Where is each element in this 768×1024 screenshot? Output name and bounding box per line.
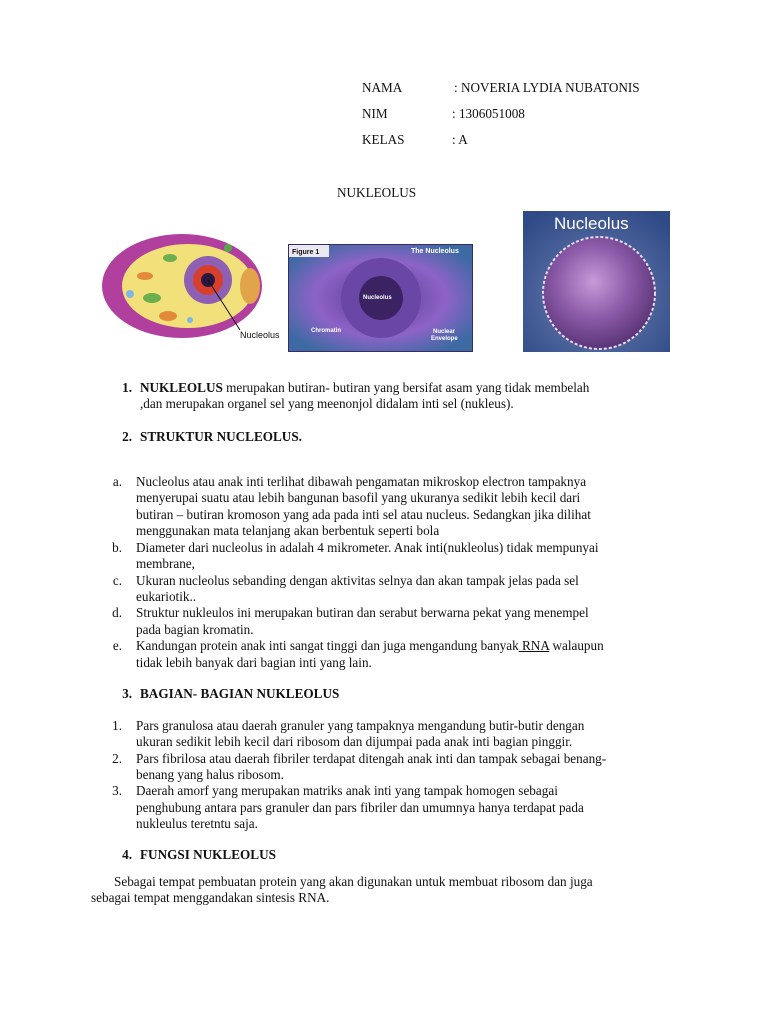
item-2-line-1: Pars fibrilosa atau daerah fibriler terdapat ditengah anak inti dan tampak sebagai benang-	[136, 751, 607, 766]
vesicle-shape	[187, 317, 193, 323]
nama-label: NAMA	[362, 80, 403, 95]
nama-value: : NOVERIA LYDIA NUBATONIS	[454, 80, 640, 95]
item-1-line-1: Pars granulosa atau daerah granuler yang tampaknya mengandung butir-butir dengan	[136, 718, 585, 733]
item-3-line-1: Daerah amorf yang merupakan matriks anak inti yang tampak homogen sebagai	[136, 783, 558, 798]
item-1-line-2: ukuran sedikit lebih kecil dari ribosom dan dijumpai pada anak inti bagian pinggir.	[136, 734, 573, 749]
page-title: NUKLEOLUS	[337, 185, 417, 200]
chromatin-label: Chromatin	[311, 328, 341, 334]
item-e-line-1	[136, 638, 604, 654]
item-b-line-1: Diameter dari nucleolus in adalah 4 mikrometer. Anak inti(nukleolus) tidak mempunyai	[136, 540, 599, 555]
item-a-line-1: Nucleolus atau anak inti terlihat dibawah pengamatan mikroskop electron tampaknya	[136, 474, 587, 489]
cell-diagram-figure	[100, 228, 290, 350]
section-1-bold-term: NUKLEOLUS	[140, 380, 223, 395]
nim-label: NIM	[362, 106, 388, 121]
section-3-number: 3.	[122, 686, 132, 701]
envelope-label-2: Envelope	[431, 336, 458, 342]
figure-title-label: The Nucleolus	[411, 248, 459, 255]
section-1-line-1	[140, 380, 589, 396]
kelas-value: : A	[452, 132, 468, 147]
item-d-line-1: Struktur nukleulos ini merupakan butiran dan serabut berwarna pekat yang menempel	[136, 605, 589, 620]
nim-value: : 1306051008	[452, 106, 525, 121]
section-1-line-1-text: merupakan butiran- butiran yang bersifat asam yang tidak membelah	[222, 380, 590, 395]
nucleolus-micrograph-figure	[288, 244, 473, 352]
section-3-heading: BAGIAN- BAGIAN NUKLEOLUS	[140, 686, 340, 701]
list-marker-c: c.	[112, 573, 122, 588]
item-d-line-2: pada bagian kromatin.	[136, 622, 254, 637]
item-2-line-2: benang yang halus ribosom.	[136, 767, 284, 782]
section-1-number: 1.	[122, 380, 132, 395]
nucleolus-center-label: Nucleolus	[363, 295, 392, 301]
mitochondria-shape	[163, 254, 177, 262]
mitochondria-shape	[137, 272, 153, 280]
list-marker-b: b.	[112, 540, 122, 555]
item-e-line-2: tidak lebih banyak dari bagian inti yang lain.	[136, 655, 372, 670]
list-marker-a: a.	[112, 474, 122, 489]
section-4-paragraph-line-2: sebagai tempat menggandakan sintesis RNA.	[91, 890, 330, 905]
envelope-label-1: Nuclear	[433, 329, 456, 335]
figure-number-label: Figure 1	[292, 249, 320, 256]
item-c-line-1: Ukuran nucleolus sebanding dengan aktivitas selnya dan akan tampak jelas pada sel	[136, 573, 579, 588]
nucleolus-3d-figure	[523, 211, 670, 352]
list-marker-e: e.	[112, 638, 122, 653]
nucleolus-3d-illustration	[523, 211, 670, 352]
animal-cell-illustration	[100, 228, 290, 350]
golgi-shape	[240, 268, 260, 304]
kelas-label: KELAS	[362, 132, 405, 147]
item-3-line-3: nukleulus teretntu saja.	[136, 816, 258, 831]
item-e-text-a: Kandungan protein anak inti sangat tinggi dan juga mengandung banyak	[136, 638, 519, 653]
nucleolus-micrograph-illustration	[289, 245, 472, 351]
list-marker-1: 1.	[112, 718, 122, 733]
section-4-heading: FUNGSI NUKLEOLUS	[140, 847, 276, 862]
item-3-line-2: penghubung antara pars granuler dan pars fibriler dan umumnya hanya terdapat pada	[136, 800, 584, 815]
item-e-text-b: walaupun	[549, 638, 604, 653]
item-a-line-3: butiran – butiran kromoson yang ada pada inti sel atau nucleus. Sedangkan jika dilihat	[136, 507, 591, 522]
rna-link[interactable]: RNA	[518, 638, 550, 653]
list-marker-d: d.	[112, 605, 122, 620]
vesicle-shape	[126, 290, 134, 298]
section-2-heading: STRUKTUR NUCLEOLUS.	[140, 429, 302, 444]
item-c-line-2: eukariotik..	[136, 589, 197, 604]
list-marker-3: 3.	[112, 783, 122, 798]
item-a-line-2: menyerupai suatu atau lebih bangunan basofil yang ukuranya sedikit lebih kecil dari	[136, 490, 581, 505]
mitochondria-shape	[143, 293, 161, 303]
section-1-line-2: ,dan merupakan organel sel yang meenonjol didalam inti sel (nukleus).	[140, 396, 514, 411]
item-a-line-4: menggunakan mata telanjang akan berbentuk seperti bola	[136, 523, 440, 538]
mitochondria-shape	[159, 311, 177, 321]
section-2-number: 2.	[122, 429, 132, 444]
section-4-number: 4.	[122, 847, 132, 862]
nucleolus-pointer-label: Nucleolus	[240, 330, 280, 340]
sphere-title-label: Nucleolus	[554, 214, 629, 233]
vesicle-shape	[224, 244, 232, 252]
section-4-paragraph-line-1: Sebagai tempat pembuatan protein yang akan digunakan untuk membuat ribosom dan juga	[114, 874, 593, 889]
list-marker-2: 2.	[112, 751, 122, 766]
item-b-line-2: membrane,	[136, 556, 195, 571]
